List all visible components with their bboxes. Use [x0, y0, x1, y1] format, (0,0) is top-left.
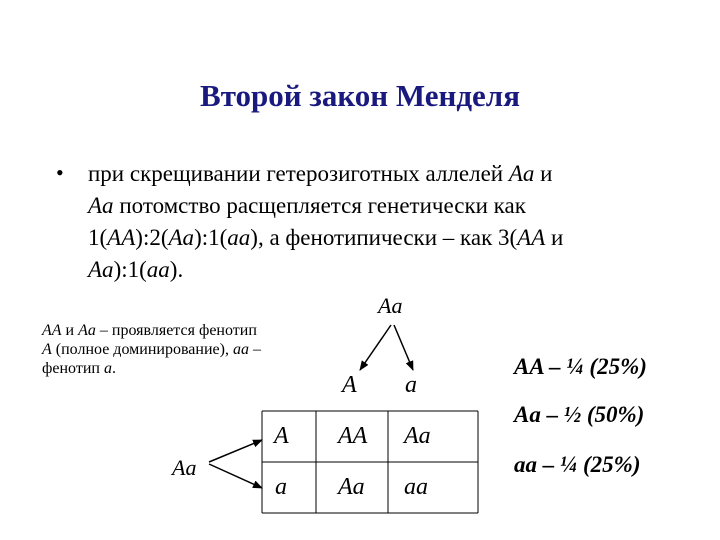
- genotype-term: a: [103, 360, 112, 377]
- genotype-term: AA: [42, 322, 62, 339]
- genotype-term: Aa: [88, 257, 114, 282]
- gamete-top-1: A: [342, 372, 357, 398]
- punnett-cell: aa: [404, 474, 428, 500]
- genotype-term: AA: [107, 225, 136, 250]
- note-text: – проявляется фенотип: [95, 322, 257, 339]
- arrow-to-gamete-a-left: [209, 464, 262, 488]
- bullet-text-segment: потомство расщепляется генетически как: [113, 193, 526, 218]
- result-Aa: Aa – ½ (50%): [514, 402, 645, 427]
- arrow-to-gamete-A-left: [209, 440, 262, 462]
- parent-genotype-left: Aa: [172, 455, 197, 480]
- gamete-top-2: a: [405, 372, 417, 398]
- result-aa: aa – ¼ (25%): [514, 452, 641, 477]
- page-title: Второй закон Менделя: [200, 78, 520, 113]
- genotype-term: aa: [227, 225, 251, 250]
- bullet-text-segment: при скрещивании гетерозиготных аллелей: [88, 161, 509, 186]
- parent-genotype-top: Aa: [378, 293, 403, 318]
- arrow-to-gamete-A-top: [360, 325, 391, 370]
- bullet-marker: •: [56, 160, 64, 185]
- punnett-cell: AA: [338, 423, 368, 449]
- punnett-cell: Aa: [338, 474, 365, 500]
- note-text: и: [61, 322, 79, 339]
- genotype-term: AA: [517, 225, 546, 250]
- bullet-text-segment: ):1(: [194, 225, 228, 250]
- result-AA: AA – ¼ (25%): [514, 354, 647, 379]
- bullet-text-segment: ):1(: [113, 257, 147, 282]
- bullet-text-segment: ):2(: [135, 225, 169, 250]
- genotype-term: Aa: [508, 161, 535, 186]
- bullet-text-segment: ), а фенотипически – как 3(: [250, 225, 518, 250]
- genotype-term: aa: [146, 257, 170, 282]
- note-text: .: [111, 360, 116, 377]
- note-text: (полное доминирование),: [51, 341, 233, 358]
- note-text: – фенотип: [42, 341, 261, 377]
- bullet-text-segment: и: [545, 225, 564, 250]
- genotype-term: aa: [232, 341, 249, 358]
- arrow-to-gamete-a-top: [394, 325, 413, 370]
- bullet-text-segment: ).: [169, 257, 184, 282]
- genotype-term: Aa: [88, 193, 114, 218]
- genotype-term: A: [42, 341, 52, 358]
- genotype-term: Aa: [78, 322, 96, 339]
- punnett-cell: Aa: [404, 423, 431, 449]
- gamete-left-2: a: [275, 474, 287, 500]
- gamete-left-1: A: [274, 423, 289, 449]
- bullet-text-segment: 1(: [88, 225, 108, 250]
- bullet-text-segment: и: [534, 161, 553, 186]
- genotype-term: Aa: [168, 225, 195, 250]
